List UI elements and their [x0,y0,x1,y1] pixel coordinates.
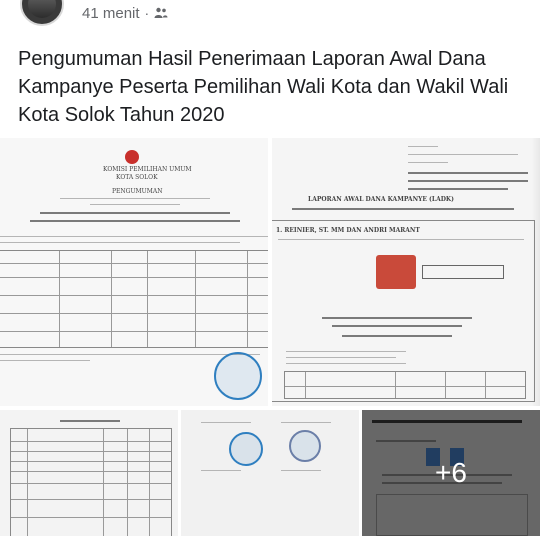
doc-text-line [281,470,321,471]
more-photos-count[interactable]: +6 [435,457,467,488]
doc-text-line [332,325,462,327]
table-col [247,251,248,347]
doc-text-line [408,154,518,155]
table-row [11,499,171,500]
candidate-name: 1. REINIER, ST. MM DAN ANDRI MARANT [276,227,420,234]
table-row [0,263,268,264]
post-text: Pengumuman Hasil Penerimaan Laporan Awal Dana Kampanye Peserta Pemilihan Wali Kota dan Wakil Wali Kota Solok Tahun 2020 [18,48,509,126]
doc-text-line [0,236,268,237]
table-col [395,372,396,398]
photo-1[interactable] [0,138,268,406]
doc-text-line [408,146,438,147]
candidate-photo [376,255,416,289]
doc-text-line [278,239,524,240]
table-col [147,251,148,347]
table-row [285,386,525,387]
table-col [59,251,60,347]
doc-text-line [408,162,448,163]
official-seal-icon [229,432,263,466]
table-col [111,251,112,347]
table-col [27,429,28,536]
separator-dot: · [144,5,150,21]
photo-grid [0,138,540,536]
table-row [0,277,268,278]
doc-text-line [408,180,528,182]
doc-text-line [40,212,230,214]
post-time[interactable]: 41 menit [82,4,140,22]
table-row [11,471,171,472]
table-col [485,372,486,398]
model-label-box [422,265,504,279]
doc-text-line [408,172,528,174]
doc-text-line [201,470,241,471]
table-row [11,441,171,442]
doc-org: KOMISI PEMILIHAN UMUM [103,166,192,173]
table-col [305,372,306,398]
friends-icon[interactable] [154,7,168,19]
photo-4[interactable] [181,410,359,536]
doc-text-line [286,363,406,364]
avatar-image [28,0,56,18]
doc-text-line [281,422,331,423]
table-row [11,483,171,484]
doc-text-line [286,357,396,358]
official-seal-icon [289,430,321,462]
doc-text-line [60,420,120,422]
post-header [0,0,540,28]
table-col [445,372,446,398]
avatar[interactable] [20,0,64,26]
doc-text-line [0,360,90,361]
table-col [127,429,128,536]
doc-title: LAPORAN AWAL DANA KAMPANYE (LADK) [308,196,454,203]
photo-5[interactable] [362,410,540,536]
doc-text-line [286,351,406,352]
table-col [149,429,150,536]
table-row [11,461,171,462]
more-photos-overlay[interactable] [362,410,540,536]
table-row [11,451,171,452]
doc-text-line [30,220,240,222]
photo-shadow [532,138,540,406]
doc-text-line [322,317,472,319]
doc-table [284,371,526,399]
official-seal-icon [214,352,262,400]
photo-2[interactable] [272,138,540,406]
doc-text-line [342,335,452,337]
doc-city: KOTA SOLOK [116,174,158,181]
table-row [0,331,268,332]
doc-frame [272,220,535,402]
doc-text-line [0,242,240,243]
doc-text-line [60,198,210,199]
table-col [195,251,196,347]
table-row [11,517,171,518]
doc-table [0,250,268,348]
kpu-logo-icon [125,150,139,164]
doc-text-line [0,354,260,355]
table-col [103,429,104,536]
doc-text-line [201,422,251,423]
table-row [0,313,268,314]
table-row [0,295,268,296]
doc-text-line [292,208,514,210]
doc-text-line [90,204,180,205]
photo-3[interactable] [0,410,178,536]
doc-table [10,428,172,536]
post-meta [82,3,168,23]
doc-text-line [408,188,508,190]
doc-heading: PENGUMUMAN [112,188,163,195]
